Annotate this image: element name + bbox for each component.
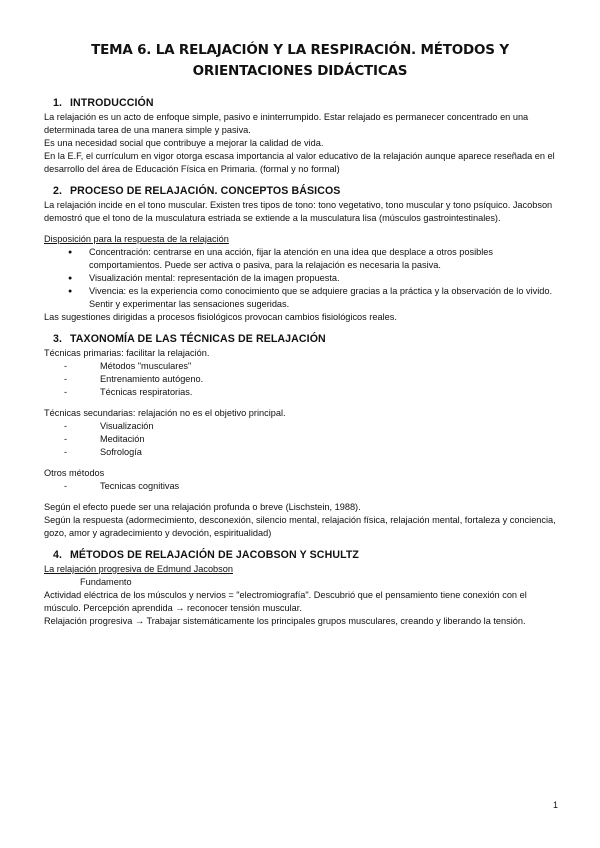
- primarias-list: [44, 360, 564, 399]
- section-3-title: TAXONOMÍA DE LAS TÉCNICAS DE RELAJACIÓN: [70, 333, 326, 345]
- section-2-paragraph-2: Las sugestiones dirigidas a procesos fisiológicos provocan cambios fisiológicos reales.: [44, 312, 397, 322]
- section-4-subheading: La relajación progresiva de Edmund Jacobson: [44, 564, 233, 574]
- list-item: - Métodos "musculares": [64, 360, 564, 373]
- section-2-title: PROCESO DE RELAJACIÓN. CONCEPTOS BÁSICOS: [70, 185, 341, 197]
- bullet-item: ● Vivencia: es la experiencia como conocimiento que se adquiere gracias a la práctica y la observación de lo vivido. Sentir y experimentar las sensaciones sugeridas.: [62, 285, 564, 311]
- primarias-label: Técnicas primarias: facilitar la relajación.: [44, 348, 210, 358]
- otros-list: [44, 480, 564, 493]
- section-4-paragraph-1: Actividad eléctrica de los músculos y nervios = "electromiografía". Descubrió que el pensamiento tiene conexión con el músculo. Percepción aprendida → reconocer tensión muscular.: [44, 590, 527, 613]
- section-2-subheading: Disposición para la respuesta de la relajación: [44, 234, 229, 244]
- otros-label: Otros métodos: [44, 468, 105, 478]
- document-title: TEMA 6. LA RELAJACIÓN Y LA RESPIRACIÓN. MÉTODOS Y ORIENTACIONES DIDÁCTICAS: [91, 42, 509, 79]
- list-item: - Tecnicas cognitivas: [64, 480, 564, 493]
- page-number: 1: [552, 800, 558, 810]
- section-2-paragraph-1: La relajación incide en el tono muscular. Existen tres tipos de tono: tono vegetativo, tono muscular y tono psíquico. Jacobson demostró que el tono de la musculatura estriada se extiende a la musculatura lisa (músculos gastrointestinales).: [44, 200, 553, 223]
- secundarias-label: Técnicas secundarias: relajación no es el objetivo principal.: [44, 408, 286, 418]
- section-3-number: 3.: [52, 333, 62, 345]
- section-1-number: 1.: [52, 97, 62, 109]
- section-4-heading: [44, 548, 564, 562]
- section-2-bullet-list: [44, 246, 564, 311]
- bullet-item: ● Visualización mental: representación de la imagen propuesta.: [62, 272, 564, 285]
- list-item: - Técnicas respiratorias.: [64, 386, 564, 399]
- document-body: [44, 96, 564, 628]
- section-1-heading: [44, 96, 564, 110]
- fundamento-label: Fundamento: [80, 577, 132, 587]
- section-4-paragraph-2: Relajación progresiva → Trabajar sistemáticamente los principales grupos musculares, creando y liberando la tensión.: [44, 616, 526, 626]
- section-1-paragraph-3: En la E.F, el currículum en vigor otorga escasa importancia al valor educativo de la relajación aunque aparece reseñada en el desarrollo del área de Educación Física en Primaria. (formal y no formal): [44, 151, 555, 174]
- section-2-number: 2.: [52, 185, 62, 197]
- section-3-paragraph-2: Según la respuesta (adormecimiento, desconexión, silencio mental, relajación física, relajación mental, fortaleza y conciencia, gozo, amor y agradecimiento y devoción, espiritualidad): [44, 515, 556, 538]
- list-item: - Entrenamiento autógeno.: [64, 373, 564, 386]
- list-item: - Sofrología: [64, 446, 564, 459]
- section-1-paragraph-2: Es una necesidad social que contribuye a mejorar la calidad de vida.: [44, 138, 324, 148]
- list-item: - Visualización: [64, 420, 564, 433]
- list-item: - Meditación: [64, 433, 564, 446]
- secundarias-list: [44, 420, 564, 459]
- section-3-heading: [44, 332, 564, 346]
- section-1-title: INTRODUCCIÓN: [70, 97, 154, 109]
- bullet-item: ● Concentración: centrarse en una acción, fijar la atención en una idea que desplace a otros posibles comportamientos. Puede ser activa o pasiva, para la relajación es necesaria la pasiva.: [62, 246, 564, 272]
- section-4-title: MÉTODOS DE RELAJACIÓN DE JACOBSON Y SCHULTZ: [70, 549, 359, 561]
- section-2-heading: [44, 184, 564, 198]
- section-1-paragraph-1: La relajación es un acto de enfoque simple, pasivo e ininterrumpido. Estar relajado es permanecer concentrado en una determinada tarea de una manera simple y pasiva.: [44, 112, 529, 135]
- section-3-paragraph-1: Según el efecto puede ser una relajación profunda o breve (Lischstein, 1988).: [44, 502, 361, 512]
- section-4-number: 4.: [52, 549, 62, 561]
